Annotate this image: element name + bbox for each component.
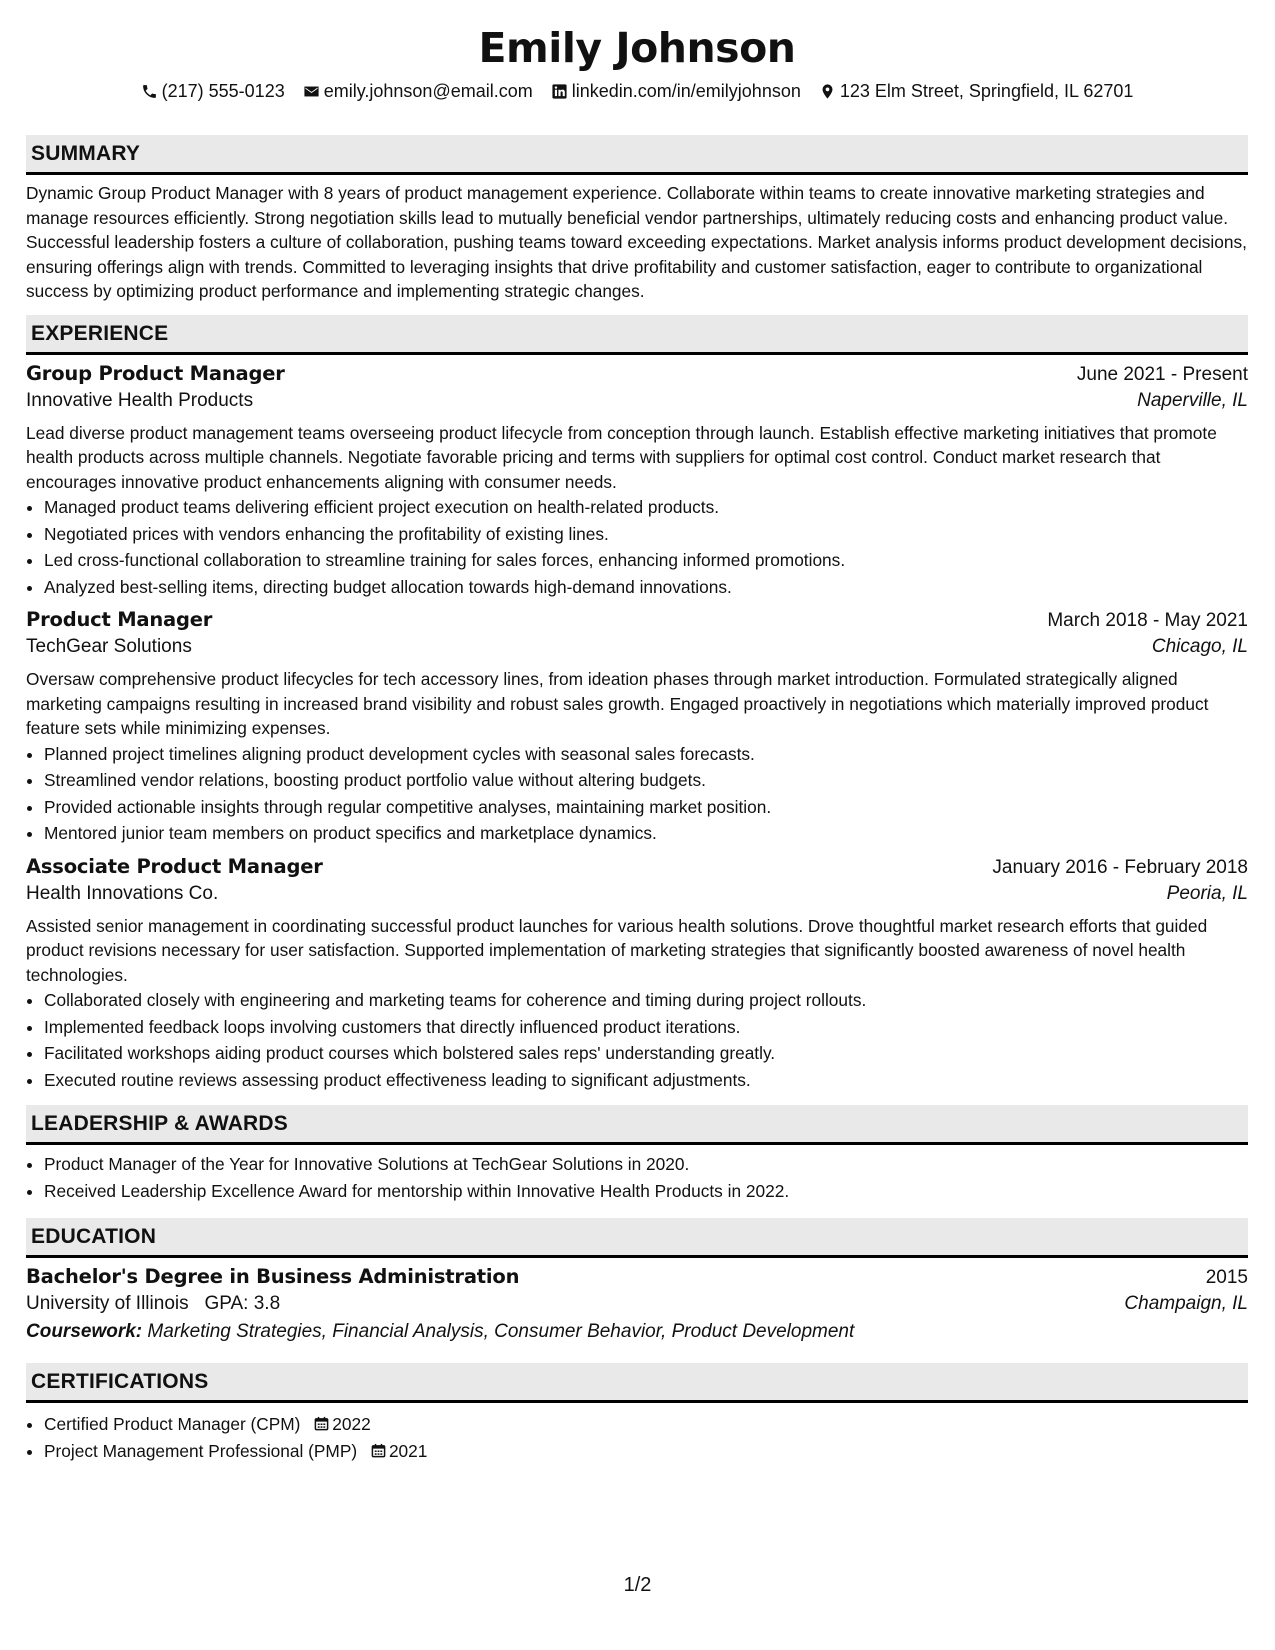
linkedin-text[interactable]: linkedin.com/in/emilyjohnson [571,80,801,101]
candidate-name: Emily Johnson [478,24,796,72]
job-entry [26,855,1248,1094]
address-text: 123 Elm Street, Springfield, IL 62701 [839,80,1134,101]
awards-list [26,1151,1248,1204]
cert-name: Certified Product Manager (CPM) [44,1414,301,1434]
job-company: TechGear Solutions [26,636,192,657]
list-item: • Product Manager of the Year for Innovative Solutions at TechGear Solutions in 2020. [44,1151,1248,1178]
job-entry [26,608,1248,847]
list-item [44,1411,1248,1438]
list-item: • Analyzed best-selling items, directing budget allocation towards high-demand innovations. [44,574,1248,601]
job-location: Naperville, IL [1137,389,1248,411]
job-company-row [26,636,1248,658]
contact-phone [141,81,285,102]
job-company: Innovative Health Products [26,389,254,411]
certifications-heading: CERTIFICATIONS [26,1363,1248,1403]
list-item: • Planned project timelines aligning product development cycles with seasonal sales forecasts. [44,741,1248,768]
contact-address [819,81,1134,102]
school-location: Champaign, IL [1124,1293,1248,1314]
list-item: • Executed routine reviews assessing product effectiveness leading to significant adjustments. [44,1067,1248,1094]
job-bullets [26,494,1248,600]
coursework-line [26,1321,1248,1343]
job-entry [26,362,1248,601]
job-location: Peoria, IL [1166,882,1248,904]
contact-email[interactable] [303,81,533,102]
job-dates: March 2018 - May 2021 [1047,610,1248,631]
school-info [26,1293,280,1315]
contact-bar [26,78,1248,104]
cert-year: 2021 [388,1440,428,1461]
cert-year: 2022 [332,1414,371,1434]
resume-page [26,0,1248,1464]
job-description: Oversaw comprehensive product lifecycles for tech accessory lines, from ideation phases through market introduction. Formulated strategically aligned marketing campaigns resulting in increased brand visibility and robust sales growth. Engaged proactively in negotiations which materially improved product feature sets while minimizing expenses. [26,669,1209,738]
job-dates: June 2021 - Present [1076,363,1248,385]
experience-heading: EXPERIENCE [26,315,1248,355]
list-item: • Provided actionable insights through regular competitive analyses, maintaining market position. [44,794,1248,821]
job-dates: January 2016 - February 2018 [992,856,1248,878]
cert-name: Project Management Professional (PMP) [44,1440,358,1461]
job-description: Assisted senior management in coordinating successful product launches for various health solutions. Drove thoughtful market research efforts that guided product revisions necessary for user satisfaction. Supported implementation of marketing strategies that significantly boosted awareness of novel health technologies. [26,915,1208,985]
list-item: • Implemented feedback loops involving customers that directly influenced product iterations. [44,1014,1248,1041]
job-description: Lead diverse product management teams overseeing product lifecycle from conception through launch. Establish effective marketing initiatives that promote health products across multiple channels. Negotiate favorable pricing and terms with suppliers for optimal cost control. Conduct market research that encourages innovative product enhancements aligning with consumer needs. [26,422,1217,492]
list-item: • Streamlined vendor relations, boosting product portfolio value without altering budgets. [44,767,1248,794]
awards-heading: LEADERSHIP & AWARDS [26,1105,1248,1145]
linkedin-icon [551,83,568,100]
job-title: Associate Product Manager [26,854,323,878]
envelope-icon [303,83,320,100]
list-item: • Received Leadership Excellence Award for mentorship within Innovative Health Products in 2022. [44,1178,1248,1205]
education-entry [26,1265,1248,1343]
job-location: Chicago, IL [1151,636,1248,657]
coursework-label: Coursework: [26,1321,143,1342]
list-item [44,1438,1248,1465]
graduation-year: 2015 [1205,1267,1248,1288]
job-company: Health Innovations Co. [26,882,219,904]
job-title: Group Product Manager [26,361,285,385]
list-item: • Facilitated workshops aiding product courses which bolstered sales reps' understanding greatly. [44,1040,1248,1067]
list-item: • Collaborated closely with engineering and marketing teams for coherence and timing during project rollouts. [44,987,1248,1014]
school-name: University of Illinois [26,1293,189,1314]
education-degree-row [26,1265,1248,1289]
gpa: GPA: 3.8 [204,1293,281,1314]
summary-heading: SUMMARY [26,135,1248,175]
phone-icon [141,83,158,100]
job-title-row [26,362,1248,386]
coursework-list: Marketing Strategies, Financial Analysis, Consumer Behavior, Product Development [147,1321,855,1342]
education-heading: EDUCATION [26,1218,1248,1258]
certifications-list [26,1411,1248,1464]
list-item: • Negotiated prices with vendors enhancing the profitability of existing lines. [44,521,1248,548]
calendar-icon [314,1416,329,1431]
list-item: • Mentored junior team members on product specifics and marketplace dynamics. [44,820,1248,847]
email-text[interactable]: emily.johnson@email.com [323,80,533,101]
contact-linkedin[interactable] [551,81,801,102]
list-item: • Led cross-functional collaboration to streamline training for sales forces, enhancing informed promotions. [44,547,1248,574]
job-bullets [26,741,1248,847]
education-school-row [26,1293,1248,1315]
phone-text: (217) 555-0123 [161,80,285,101]
job-bullets [26,987,1248,1093]
job-company-row [26,390,1248,412]
list-item: • Managed product teams delivering efficient project execution on health-related products. [44,494,1248,521]
calendar-icon [371,1443,386,1458]
degree-title: Bachelor's Degree in Business Administration [26,1265,520,1288]
job-company-row [26,883,1248,905]
job-title-row [26,855,1248,879]
summary-text: Dynamic Group Product Manager with 8 years of product management experience. Collaborate within teams to create innovative marketing strategies and manage resources efficiently. Strong negotiation skills lead to mutually beneficial vendor partnerships, ultimately reducing costs and enhancing product value. Successful leadership fosters a culture of collaboration, pushing teams toward exceeding expectations. Market analysis informs product development decisions, ensuring offerings align with trends. Committed to leveraging insights that drive profitability and customer satisfaction, eager to contribute to organizational success by optimizing product performance and implementing strategic changes. [26,183,1247,301]
page-number: 1/2 [623,1574,652,1596]
job-title: Product Manager [26,608,213,631]
map-pin-icon [819,83,836,100]
job-title-row [26,608,1248,632]
